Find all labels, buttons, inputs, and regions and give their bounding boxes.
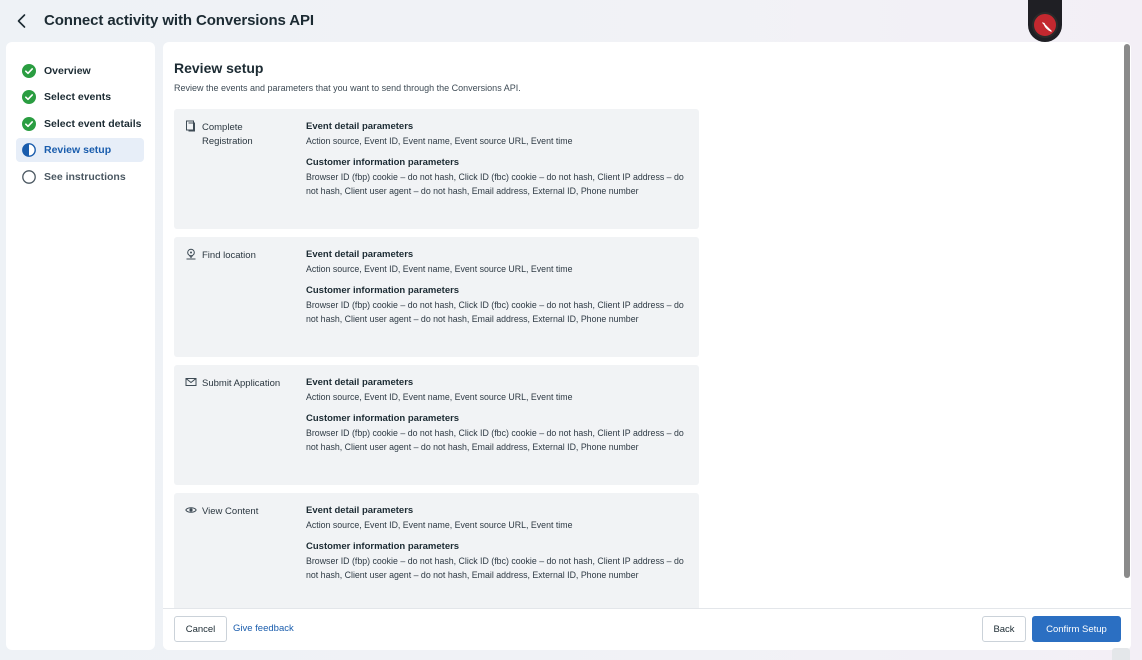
customer-info-params: Browser ID (fbp) cookie – do not hash, Click ID (fbc) cookie – do not hash, Client IP address – do not hash, Client user agent – do not hash, Email address, External ID, Phone number bbox=[306, 172, 684, 196]
event-detail-heading: Event detail parameters bbox=[306, 249, 414, 260]
cancel-button[interactable]: Cancel bbox=[174, 616, 227, 642]
setup-steps-sidebar bbox=[6, 42, 155, 650]
event-detail-params: Action source, Event ID, Event name, Event source URL, Event time bbox=[306, 136, 573, 146]
customer-info-heading: Customer information parameters bbox=[306, 285, 460, 296]
event-card-view-content bbox=[174, 493, 699, 613]
customer-info-heading: Customer information parameters bbox=[306, 157, 460, 168]
step-review-setup[interactable] bbox=[16, 138, 144, 162]
end-call-button[interactable] bbox=[1028, 0, 1062, 42]
step-overview[interactable] bbox=[16, 59, 144, 83]
section-description: Review the events and parameters that you want to send through the Conversions API. bbox=[174, 83, 521, 93]
event-detail-heading: Event detail parameters bbox=[306, 121, 414, 132]
event-name: View Content bbox=[202, 506, 259, 517]
customer-info-params: Browser ID (fbp) cookie – do not hash, Click ID (fbc) cookie – do not hash, Client IP address – do not hash, Client user agent – do not hash, Email address, External ID, Phone number bbox=[306, 428, 684, 452]
event-detail-params: Action source, Event ID, Event name, Event source URL, Event time bbox=[306, 264, 573, 274]
section-title: Review setup bbox=[174, 60, 264, 76]
event-name: Submit Application bbox=[202, 378, 281, 389]
back-button[interactable]: Back bbox=[982, 616, 1026, 642]
give-feedback-link[interactable]: Give feedback bbox=[233, 623, 294, 634]
mute-icon bbox=[1032, 12, 1058, 38]
event-detail-params: Action source, Event ID, Event name, Event source URL, Event time bbox=[306, 520, 573, 530]
half-circle-icon bbox=[22, 143, 36, 157]
event-card-complete-registration bbox=[174, 109, 699, 229]
step-label: See instructions bbox=[44, 171, 126, 183]
step-label: Review setup bbox=[44, 144, 112, 156]
back-chevron-icon[interactable] bbox=[12, 11, 32, 31]
check-circle-icon bbox=[22, 64, 36, 78]
event-name: Find location bbox=[202, 250, 256, 261]
eye-icon bbox=[185, 504, 197, 516]
step-label: Overview bbox=[44, 65, 91, 77]
customer-info-params: Browser ID (fbp) cookie – do not hash, Click ID (fbc) cookie – do not hash, Client IP address – do not hash, Client user agent – do not hash, Email address, External ID, Phone number bbox=[306, 300, 684, 324]
empty-circle-icon bbox=[22, 170, 36, 184]
step-label: Select event details bbox=[44, 118, 142, 130]
step-select-events[interactable] bbox=[16, 85, 144, 109]
top-bar bbox=[0, 0, 1142, 42]
review-setup-panel bbox=[163, 42, 1131, 650]
send-icon bbox=[185, 376, 197, 388]
step-select-event-details[interactable] bbox=[16, 112, 144, 136]
corner-widget bbox=[1112, 648, 1130, 660]
step-see-instructions[interactable] bbox=[16, 165, 144, 189]
customer-info-heading: Customer information parameters bbox=[306, 541, 460, 552]
customer-info-params: Browser ID (fbp) cookie – do not hash, Click ID (fbc) cookie – do not hash, Client IP address – do not hash, Client user agent – do not hash, Email address, External ID, Phone number bbox=[306, 556, 684, 580]
step-label: Select events bbox=[44, 91, 112, 103]
location-pin-icon bbox=[185, 248, 197, 260]
action-footer bbox=[163, 608, 1131, 650]
event-detail-heading: Event detail parameters bbox=[306, 505, 414, 516]
confirm-setup-button[interactable]: Confirm Setup bbox=[1032, 616, 1121, 642]
event-card-find-location bbox=[174, 237, 699, 357]
scrollbar-thumb[interactable] bbox=[1124, 44, 1130, 578]
event-name: Complete Registration bbox=[202, 122, 253, 147]
document-icon bbox=[185, 120, 197, 132]
check-circle-icon bbox=[22, 117, 36, 131]
check-circle-icon bbox=[22, 90, 36, 104]
event-card-submit-application bbox=[174, 365, 699, 485]
customer-info-heading: Customer information parameters bbox=[306, 413, 460, 424]
event-detail-params: Action source, Event ID, Event name, Event source URL, Event time bbox=[306, 392, 573, 402]
event-detail-heading: Event detail parameters bbox=[306, 377, 414, 388]
page-title: Connect activity with Conversions API bbox=[44, 12, 314, 29]
